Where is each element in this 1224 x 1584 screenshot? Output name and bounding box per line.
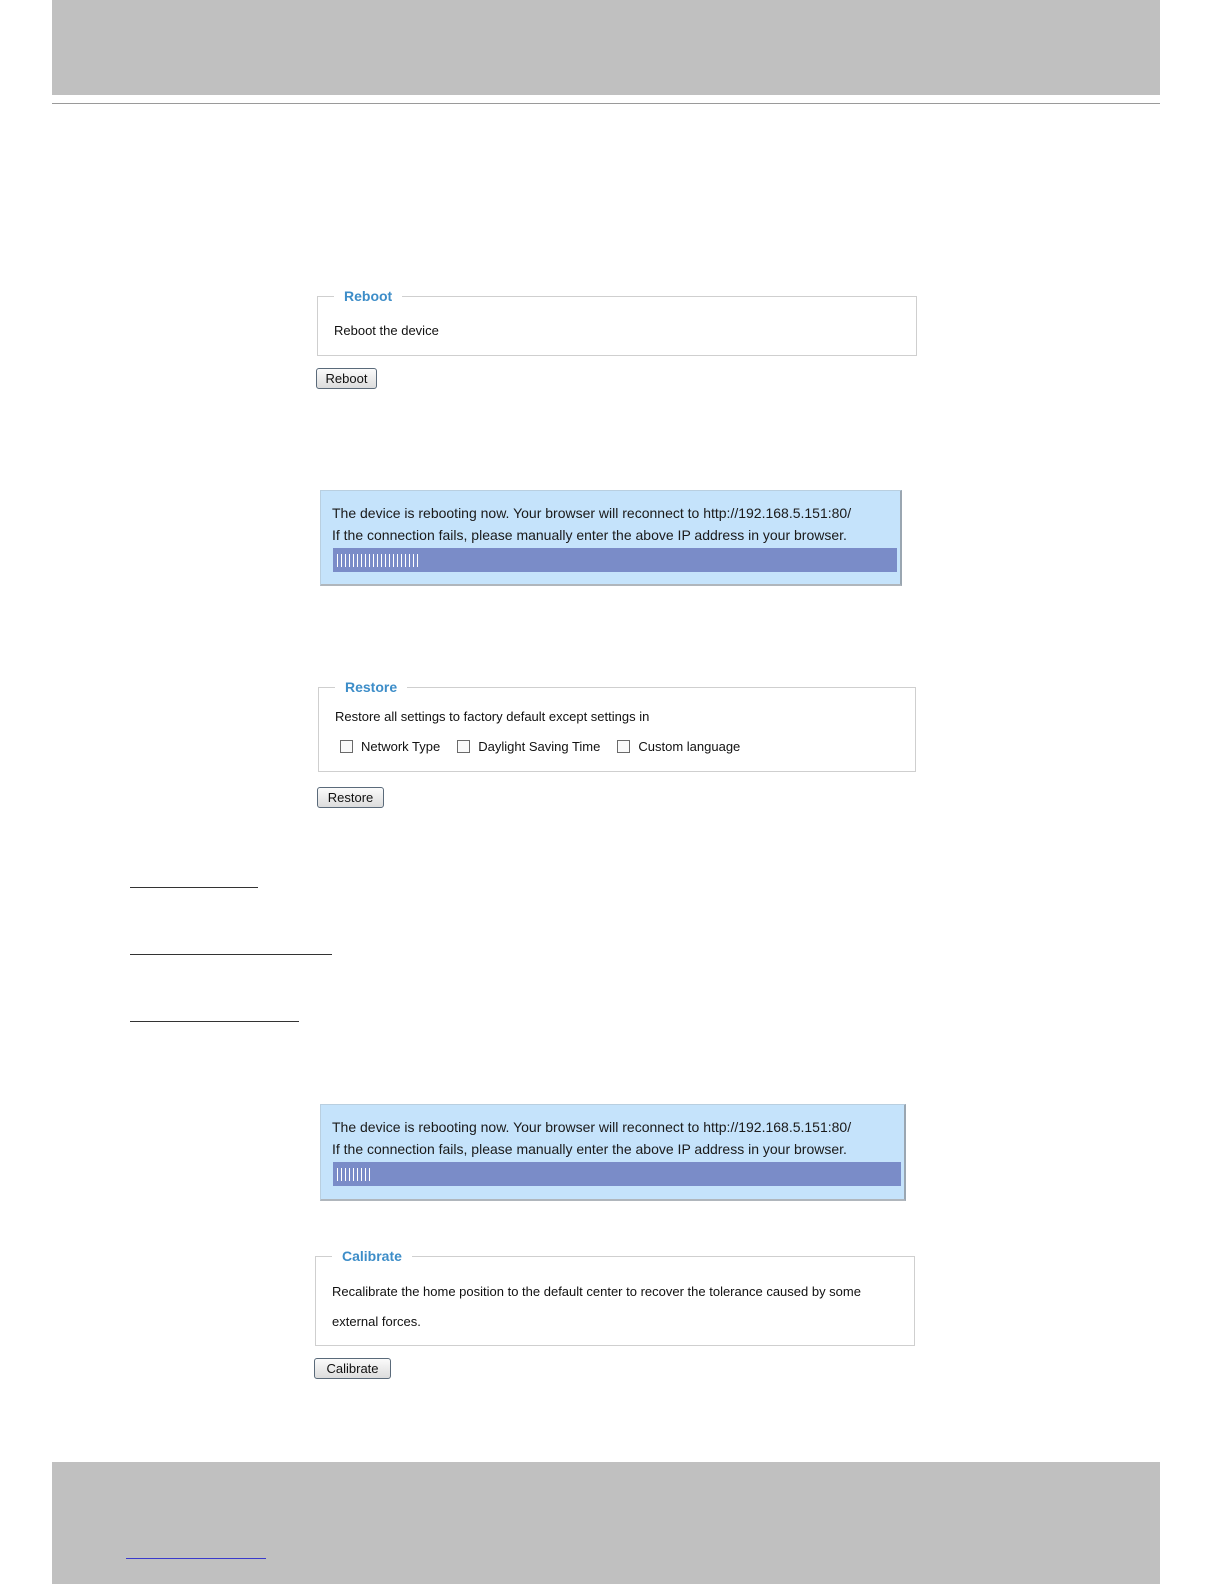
restore-options: [340, 739, 757, 754]
restore-legend: Restore: [335, 679, 407, 695]
custom-language-checkbox[interactable]: [617, 740, 630, 753]
network-type-checkbox[interactable]: [340, 740, 353, 753]
heading-underline-1: [130, 887, 258, 888]
notice-1-line1: The device is rebooting now. Your browser will reconnect to http://192.168.5.151:80/: [332, 505, 852, 521]
notice-2-line2: If the connection fails, please manually enter the above IP address in your browser.: [332, 1141, 847, 1157]
notice-2-progress-bar: [333, 1162, 901, 1186]
reboot-legend: Reboot: [334, 288, 402, 304]
notice-1-progress-fill: [337, 554, 421, 567]
daylight-saving-time-option[interactable]: [457, 739, 600, 754]
footer-band: [52, 1462, 1160, 1584]
restore-description: Restore all settings to factory default except settings in: [335, 709, 650, 724]
daylight-saving-time-label: Daylight Saving Time: [478, 739, 601, 754]
notice-2-progress-fill: [337, 1168, 373, 1181]
notice-2-line1: The device is rebooting now. Your browser will reconnect to http://192.168.5.151:80/: [332, 1119, 852, 1135]
custom-language-option[interactable]: [617, 739, 740, 754]
header-band: [52, 0, 1160, 95]
reboot-notice-2: [320, 1104, 906, 1201]
restore-button[interactable]: Restore: [317, 787, 384, 808]
reboot-notice-1: [320, 490, 902, 586]
custom-language-label: Custom language: [638, 739, 741, 754]
heading-underline-3: [130, 1021, 299, 1022]
reboot-description: Reboot the device: [334, 323, 439, 338]
calibrate-button[interactable]: Calibrate: [314, 1358, 391, 1379]
notice-1-progress-bar: [333, 548, 897, 572]
reboot-button[interactable]: Reboot: [316, 368, 377, 389]
network-type-label: Network Type: [361, 739, 441, 754]
network-type-option[interactable]: [340, 739, 440, 754]
calibrate-description-line2: external forces.: [332, 1314, 421, 1329]
restore-fieldset: [318, 679, 916, 772]
header-divider: [52, 103, 1160, 104]
calibrate-fieldset: [315, 1248, 915, 1346]
heading-underline-2: [130, 954, 332, 955]
footer-link-underline[interactable]: [126, 1558, 266, 1559]
calibrate-description-line1: Recalibrate the home position to the default center to recover the tolerance caused by some: [332, 1284, 861, 1299]
daylight-saving-time-checkbox[interactable]: [457, 740, 470, 753]
reboot-fieldset: [317, 288, 917, 356]
calibrate-legend: Calibrate: [332, 1248, 412, 1264]
notice-1-line2: If the connection fails, please manually enter the above IP address in your browser.: [332, 527, 847, 543]
